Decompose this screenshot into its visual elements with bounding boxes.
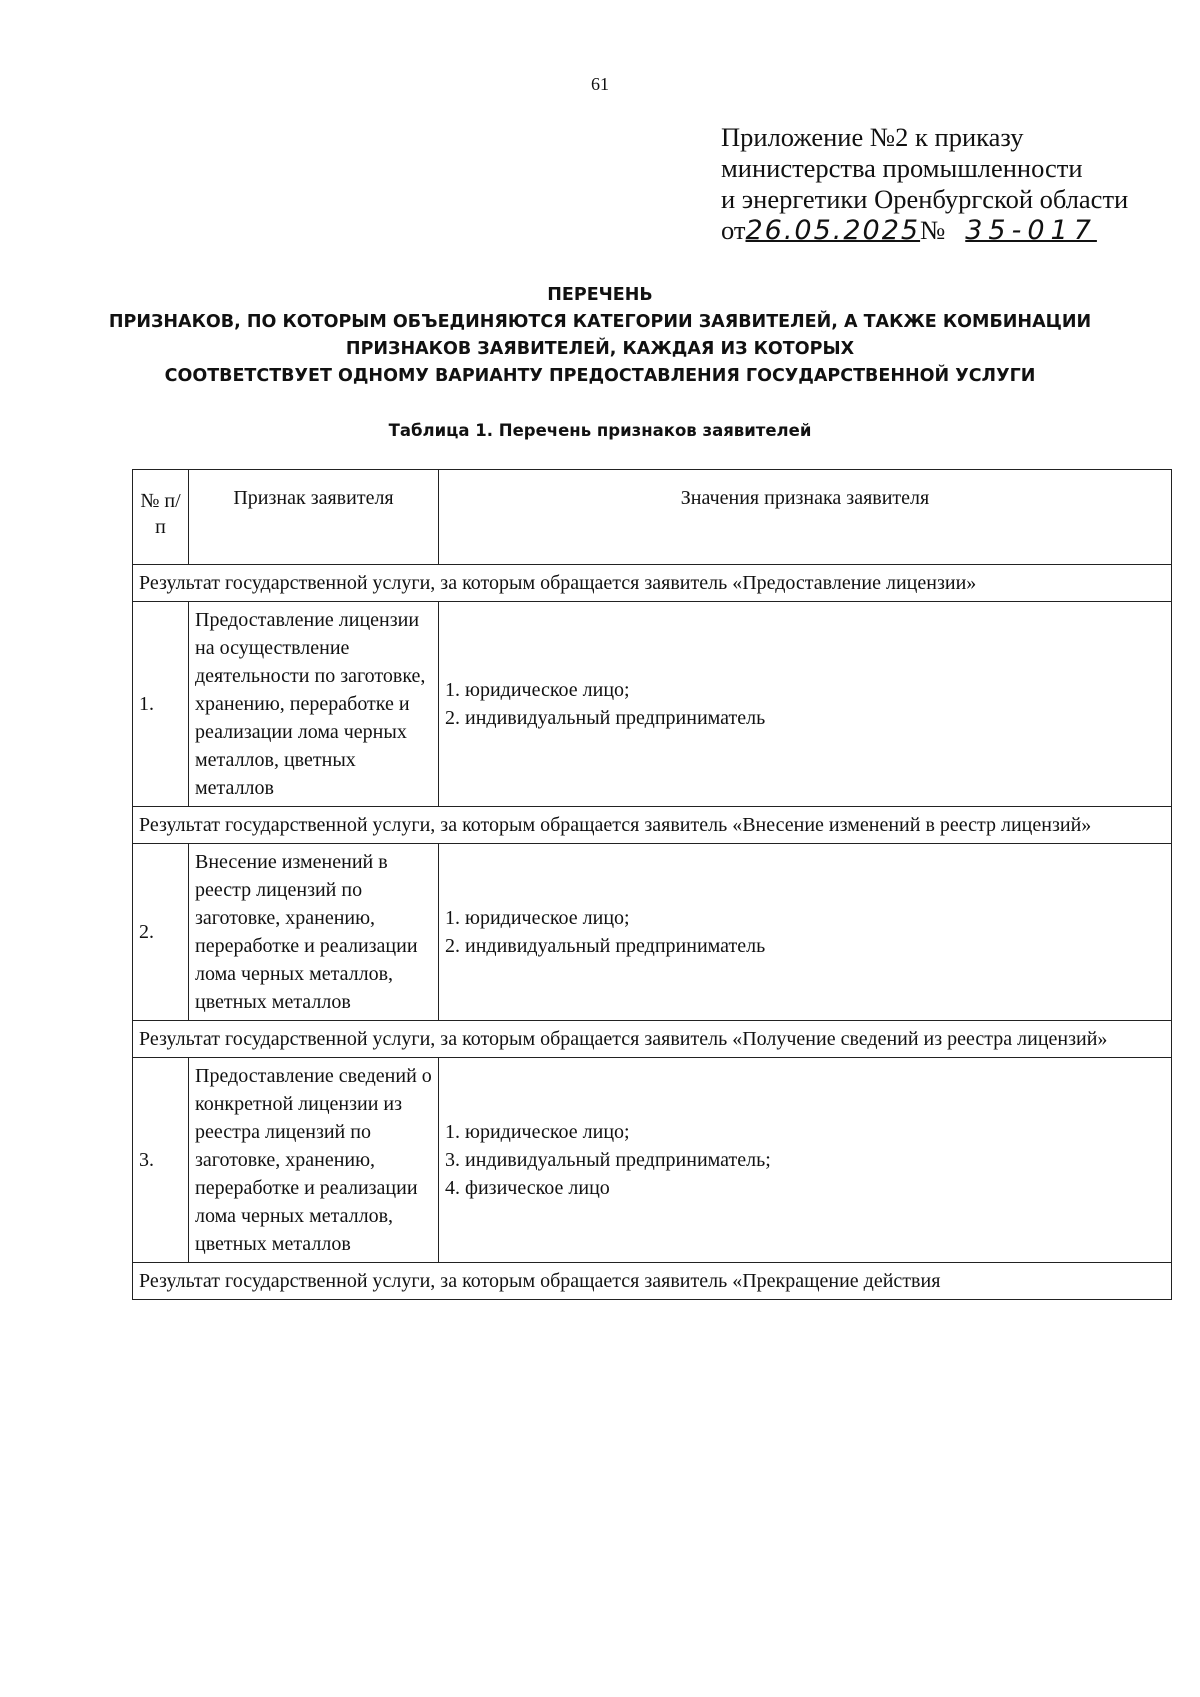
row-values	[439, 844, 1172, 1021]
handwritten-date: 26.05.2025	[745, 215, 921, 246]
table-row	[133, 602, 1172, 807]
value-item: 1. юридическое лицо;	[445, 907, 630, 929]
row-number: 1.	[133, 602, 189, 807]
value-item: 2. индивидуальный предприниматель	[445, 935, 766, 957]
row-sign: Предоставление сведений о конкретной лицензии из реестра лицензий по заготовке, хранению, переработке и реализации лома черных металлов, цветных металлов	[189, 1058, 439, 1263]
result-row	[133, 1263, 1172, 1300]
table-header-row	[133, 470, 1172, 565]
number-prefix: №	[920, 215, 946, 245]
value-item: 1. юридическое лицо;	[445, 1121, 630, 1143]
appendix-line-2: министерства промышленности	[721, 153, 1083, 183]
header-sign: Признак заявителя	[189, 470, 439, 565]
heading-line-2: ПРИЗНАКОВ, ПО КОТОРЫМ ОБЪЕДИНЯЮТСЯ КАТЕГОРИИ ЗАЯВИТЕЛЕЙ, А ТАКЖЕ КОМБИНАЦИИ	[108, 312, 1092, 332]
heading-line-3: ПРИЗНАКОВ ЗАЯВИТЕЛЕЙ, КАЖДАЯ ИЗ КОТОРЫХ	[345, 339, 855, 359]
table-row	[133, 844, 1172, 1021]
result-text: Результат государственной услуги, за которым обращается заявитель «Получение сведений из реестра лицензий»	[133, 1021, 1172, 1058]
value-item: 4. физическое лицо	[445, 1177, 610, 1199]
heading-line-4: СООТВЕТСТВУЕТ ОДНОМУ ВАРИАНТУ ПРЕДОСТАВЛЕНИЯ ГОСУДАРСТВЕННОЙ УСЛУГИ	[164, 366, 1036, 386]
handwritten-number: 35-017	[965, 215, 1097, 246]
result-text: Результат государственной услуги, за которым обращается заявитель «Внесение изменений в реестр лицензий»	[133, 807, 1172, 844]
row-sign: Предоставление лицензии на осуществление деятельности по заготовке, хранению, переработке и реализации лома черных металлов, цветных металлов	[189, 602, 439, 807]
result-row	[133, 807, 1172, 844]
applicant-signs-table	[132, 469, 1172, 1300]
header-num: № п/п	[133, 470, 189, 565]
row-number: 2.	[133, 844, 189, 1021]
result-text: Результат государственной услуги, за которым обращается заявитель «Предоставление лицензии»	[133, 565, 1172, 602]
result-row	[133, 1021, 1172, 1058]
appendix-date-line	[721, 215, 1128, 246]
table-row	[133, 1058, 1172, 1263]
value-item: 1. юридическое лицо;	[445, 679, 630, 701]
appendix-line-3: и энергетики Оренбургской области	[721, 184, 1129, 214]
heading-line-1: ПЕРЕЧЕНЬ	[547, 285, 653, 305]
row-values	[439, 1058, 1172, 1263]
document-heading	[0, 282, 1200, 390]
value-item: 2. индивидуальный предприниматель	[445, 707, 766, 729]
result-row	[133, 565, 1172, 602]
row-sign: Внесение изменений в реестр лицензий по заготовке, хранению, переработке и реализации лома черных металлов, цветных металлов	[189, 844, 439, 1021]
appendix-line-1: Приложение №2 к приказу	[721, 122, 1024, 152]
page-number: 61	[591, 74, 609, 94]
result-text: Результат государственной услуги, за которым обращается заявитель «Прекращение действия	[133, 1263, 1172, 1300]
header-values: Значения признака заявителя	[439, 470, 1172, 565]
table-title: Таблица 1. Перечень признаков заявителей	[388, 421, 812, 440]
date-prefix: от	[721, 215, 746, 245]
value-item: 3. индивидуальный предприниматель;	[445, 1149, 771, 1171]
appendix-block	[721, 122, 1128, 246]
row-number: 3.	[133, 1058, 189, 1263]
row-values	[439, 602, 1172, 807]
